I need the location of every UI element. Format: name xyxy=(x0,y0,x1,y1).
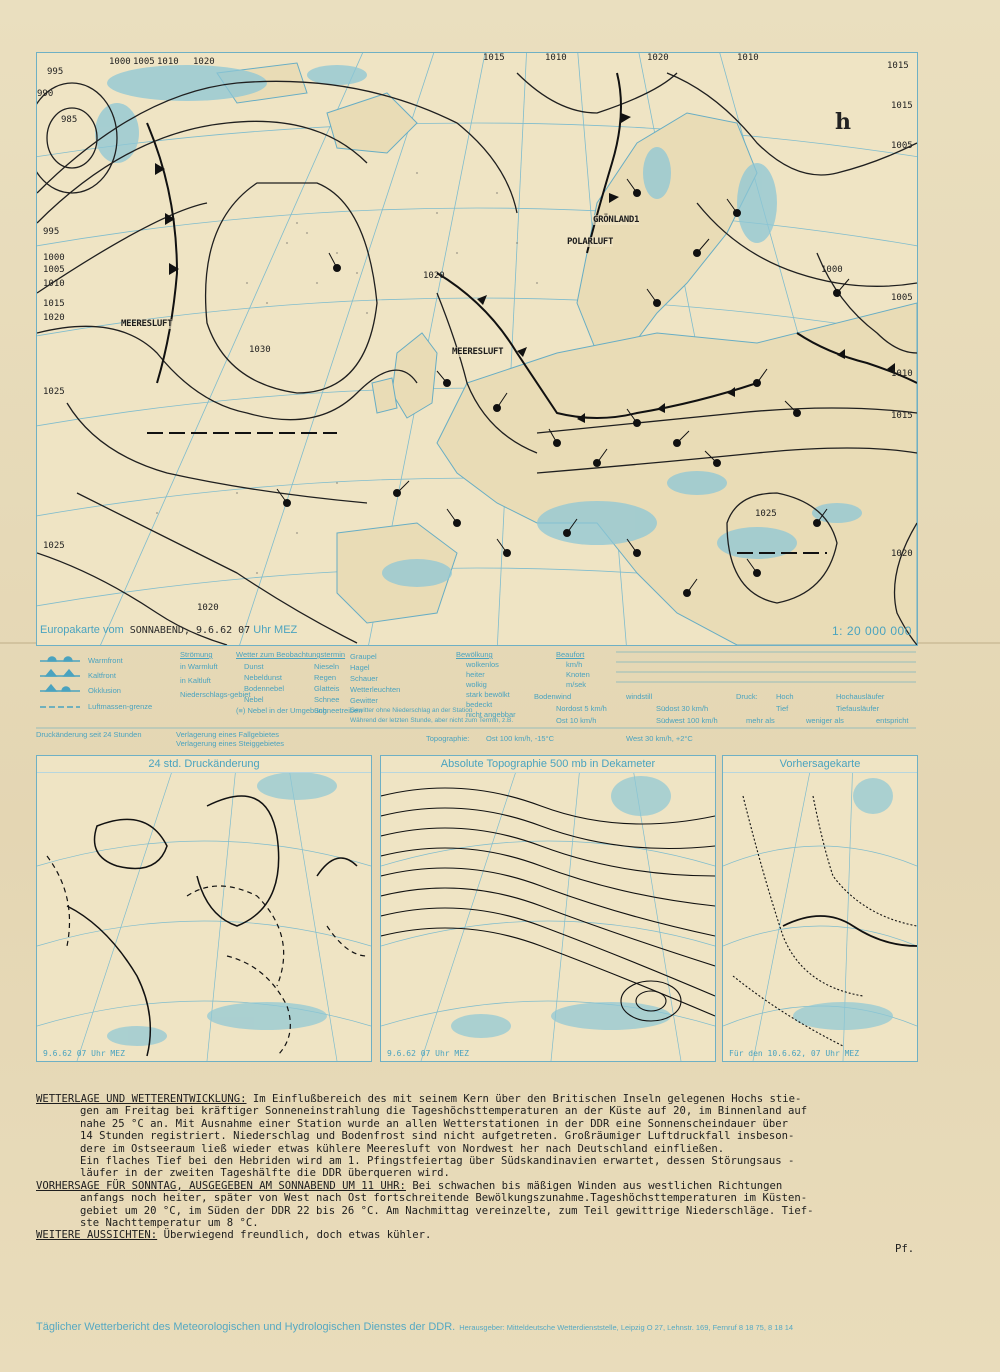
forecast-heading: VORHERSAGE FÜR SONNTAG, AUSGEGEBEN AM SONNABEND UM 11 UHR: xyxy=(36,1179,406,1192)
page-footer xyxy=(36,1321,936,1333)
report-line: Ein flaches Tief bei den Hebriden wird am 1. Pfingstfeiertag über Südskandinavien erwartet, dessen Störungsaus - xyxy=(80,1155,795,1168)
pressure-change-title: 24 std. Druckänderung xyxy=(37,756,371,773)
report-line: Im Einflußbereich des mit seinem Kern über den Britischen Inseln gelegenen Hochs stie- xyxy=(246,1093,802,1105)
legend-flow-header: Strömung xyxy=(180,650,213,659)
situation-heading: WETTERLAGE UND WETTERENTWICKLUNG: xyxy=(36,1093,247,1105)
legend-pressure-item: Hoch xyxy=(776,692,794,701)
report-signature: Pf. xyxy=(895,1243,915,1255)
legend-wind-example: Südost 30 km/h xyxy=(656,704,709,713)
isobar-label: 995 xyxy=(47,67,64,77)
legend-pressure-item: Tiefausläufer xyxy=(836,704,880,713)
legend-weather-header: Wetter zum Beobachtungstermin xyxy=(236,650,346,659)
isobar-label: 1020 xyxy=(197,603,219,613)
footer-publisher: Herausgeber: Mitteldeutsche Wetterdienststelle, Leipzig O 27, Lehnstr. 169, Fernruf 8 18 75, 8 18 14 xyxy=(459,1323,794,1332)
isobar-label: 1015 xyxy=(887,61,909,71)
isobar-label: 1015 xyxy=(43,299,65,309)
legend-warm-front: Warmfront xyxy=(88,656,123,665)
map-title: Europakarte vom xyxy=(40,624,124,636)
isobar-label: 990 xyxy=(37,89,54,99)
isobar-label: 1020 xyxy=(423,271,445,281)
legend-ground-wind: Bodenwind xyxy=(534,692,572,701)
airmass-label: GRÖNLAND1 xyxy=(593,215,640,225)
report-line: 14 Stunden registriert. Niederschlag und Bodenfrost sind nicht aufgetreten. Großräumiger Luftdruckfall insbeson- xyxy=(80,1130,795,1143)
legend-cloud-item: wolkig xyxy=(466,680,487,689)
airmass-label: MEERESLUFT xyxy=(121,319,173,329)
legend-beaufort-unit: km/h xyxy=(566,660,583,669)
legend-pressure-item: Tief xyxy=(776,704,789,713)
legend-displacement: Verlagerung eines Steiggebietes xyxy=(176,739,284,748)
isobar-label: 1000 xyxy=(821,265,843,275)
legend-wind-example: Nordost 5 km/h xyxy=(556,704,607,713)
pressure-change-drawing xyxy=(37,756,371,1061)
isobar-label: 1005 xyxy=(43,265,65,275)
legend-cloud-item: heiter xyxy=(466,670,485,679)
outlook-heading: WEITERE AUSSICHTEN: xyxy=(36,1229,158,1242)
legend-wind-example: windstill xyxy=(626,692,653,701)
isobar-label: 1015 xyxy=(891,101,913,111)
report-line: Bei schwachen bis mäßigen Winden aus westlichen Richtungen xyxy=(405,1179,783,1192)
airmass-label: POLARLUFT xyxy=(567,237,614,247)
legend-pressure-change-label: Druckänderung seit 24 Stunden xyxy=(36,730,142,739)
forecast-map xyxy=(722,755,918,1062)
legend-topo-header: Topographie: xyxy=(426,734,470,743)
legend-flow-warm: in Warmluft xyxy=(180,662,218,671)
topography-title: Absolute Topographie 500 mb in Dekameter xyxy=(381,756,715,773)
isobar-label: 1025 xyxy=(43,541,65,551)
legend-weather-item: Schnee xyxy=(314,695,340,704)
isobar-label: 1025 xyxy=(43,387,65,397)
legend-weather-item: Glatteis xyxy=(314,684,340,693)
isobar-label: 1020 xyxy=(43,313,65,323)
isobar-label: 1010 xyxy=(157,57,179,67)
legend-weather-item: Gewitter ohne Niederschlag an der Station xyxy=(350,707,473,714)
forecast-drawing xyxy=(723,756,917,1061)
isobar-label: 1010 xyxy=(43,279,65,289)
legend-cold-front: Kaltfront xyxy=(88,671,116,680)
isobar-label: 1000 xyxy=(43,253,65,263)
isobar-label: 1010 xyxy=(545,53,567,63)
isobar-label: 1020 xyxy=(647,53,669,63)
isobar-label: 1020 xyxy=(891,549,913,559)
isobar-label: 1005 xyxy=(891,293,913,303)
legend-displacement: Verlagerung eines Fallgebietes xyxy=(176,730,279,739)
outlook-text: Überwiegend freundlich, doch etwas kühler. xyxy=(157,1229,432,1242)
legend-weather-item: Nebel xyxy=(244,695,264,704)
legend-weather-item: Nieseln xyxy=(314,662,340,671)
report-line: läufer in der zweiten Tageshälfte die DDR überqueren wird. xyxy=(80,1167,450,1180)
map-scale: 1: 20 000 000 xyxy=(832,624,912,638)
legend-pressure-change: mehr als xyxy=(746,716,775,725)
report-line: ste Nachttemperatur um 8 °C. xyxy=(80,1217,259,1230)
isobar-label: 1015 xyxy=(891,411,913,421)
legend-airmass-boundary: Luftmassen-grenze xyxy=(88,702,153,711)
report-line: gen am Freitag bei kräftiger Sonneneinstrahlung die Tageshöchsttemperaturen an der Küste auf 20, im Binnenland auf xyxy=(80,1105,808,1118)
legend-beaufort-unit: m/sek xyxy=(566,680,587,689)
isobar-label: 1005 xyxy=(891,141,913,151)
map-legend xyxy=(36,650,916,750)
legend-cloud-header: Bewölkung xyxy=(456,650,493,659)
legend-weather-item: Bodennebel xyxy=(244,684,285,693)
legend-weather-item: Regen xyxy=(314,673,337,682)
legend-wind-example: Südwest 100 km/h xyxy=(656,716,718,725)
legend-weather-item: Wetterleuchten xyxy=(350,685,401,694)
isobar-label: 1010 xyxy=(737,53,759,63)
legend-precip-area: Niederschlags-gebiet xyxy=(180,690,251,699)
weather-report xyxy=(36,1093,926,1242)
report-forecast xyxy=(36,1180,926,1192)
isobar-label: 1020 xyxy=(193,57,215,67)
footer-title: Täglicher Wetterbericht des Meteorologischen und Hydrologischen Dienstes der DDR. xyxy=(36,1321,456,1333)
report-line: gebiet um 20 °C, im Süden der DDR 22 bis 26 °C. Am Nachmittag vereinzelte, zum Teil gewittrige Niederschläge. Tief- xyxy=(80,1204,814,1217)
legend-cloud-item: stark bewölkt xyxy=(466,690,510,699)
map-time-unit: Uhr MEZ xyxy=(253,624,298,636)
map-date: SONNABEND, 9.6.62 07 xyxy=(129,625,251,636)
isobar-label: 985 xyxy=(61,115,78,125)
topography-500mb-map xyxy=(380,755,716,1062)
report-situation xyxy=(36,1093,926,1105)
legend-weather-item: Während der letzten Stunde, aber nicht zum Termin, z.B. xyxy=(350,717,514,724)
legend-beaufort-header: Beaufort xyxy=(556,650,585,659)
isobar-label: 1010 xyxy=(891,369,913,379)
pressure-change-date: 9.6.62 07 Uhr MEZ xyxy=(43,1049,125,1058)
isobar-label: 1015 xyxy=(483,53,505,63)
isobar-label: 1005 xyxy=(133,57,155,67)
isobar-label: 1000 xyxy=(109,57,131,67)
legend-topo-example: Ost 100 km/h, -15°C xyxy=(486,734,555,743)
legend-cloud-item: nicht angebbar xyxy=(466,710,516,719)
legend-weather-item: Gewitter xyxy=(350,696,378,705)
map-caption xyxy=(40,624,297,636)
corner-letter: h xyxy=(835,109,851,135)
forecast-title: Vorhersagekarte xyxy=(723,756,917,773)
legend-pressure-header: Druck: xyxy=(736,692,758,701)
legend-pressure-change: entspricht xyxy=(876,716,909,725)
topography-date: 9.6.62 07 Uhr MEZ xyxy=(387,1049,469,1058)
isobar-label: 995 xyxy=(43,227,60,237)
legend-weather-item: (≡) Nebel in der Umgebung xyxy=(236,706,327,715)
legend-pressure-change: weniger als xyxy=(806,716,844,725)
legend-cloud-item: wolkenlos xyxy=(466,660,499,669)
report-line: anfangs noch heiter, später von West nach Ost fortschreitende Bewölkungszunahme.Tageshöchsttemperaturen im Küsten- xyxy=(80,1192,808,1205)
legend-cloud-item: bedeckt xyxy=(466,700,493,709)
legend-wind-example: Ost 10 km/h xyxy=(556,716,597,725)
forecast-date: Für den 10.6.62, 07 Uhr MEZ xyxy=(729,1049,860,1058)
legend-flow-cold: in Kaltluft xyxy=(180,676,211,685)
legend-pressure-item: Hochausläufer xyxy=(836,692,885,701)
legend-weather-item: Dunst xyxy=(244,662,264,671)
isobar-label: 1030 xyxy=(249,345,271,355)
legend-weather-item: Schauer xyxy=(350,674,378,683)
report-line: nahe 25 °C an. Mit Ausnahme einer Station wurde an allen Wetterstationen in der DDR eine Sonnenscheindauer über xyxy=(80,1117,788,1130)
pressure-change-map xyxy=(36,755,372,1062)
legend-beaufort-unit: Knoten xyxy=(566,670,590,679)
legend-occlusion: Okklusion xyxy=(88,686,121,695)
legend-weather-item: Nebeldunst xyxy=(244,673,282,682)
europe-weather-map xyxy=(36,52,918,646)
topography-drawing xyxy=(381,756,715,1061)
isobar-label: 1025 xyxy=(755,509,777,519)
legend-topo-example: West 30 km/h, +2°C xyxy=(626,734,693,743)
legend-weather-item: Graupel xyxy=(350,652,377,661)
report-outlook xyxy=(36,1229,926,1241)
legend-weather-item: Hagel xyxy=(350,663,370,672)
airmass-label: MEERESLUFT xyxy=(452,347,504,357)
report-line: dere im Ostseeraum ließ wieder etwas kühlere Meeresluft von Nordwest her nach Deutschland einfließen. xyxy=(80,1142,725,1155)
legend-weather-item: Schneetreiben xyxy=(314,706,363,715)
